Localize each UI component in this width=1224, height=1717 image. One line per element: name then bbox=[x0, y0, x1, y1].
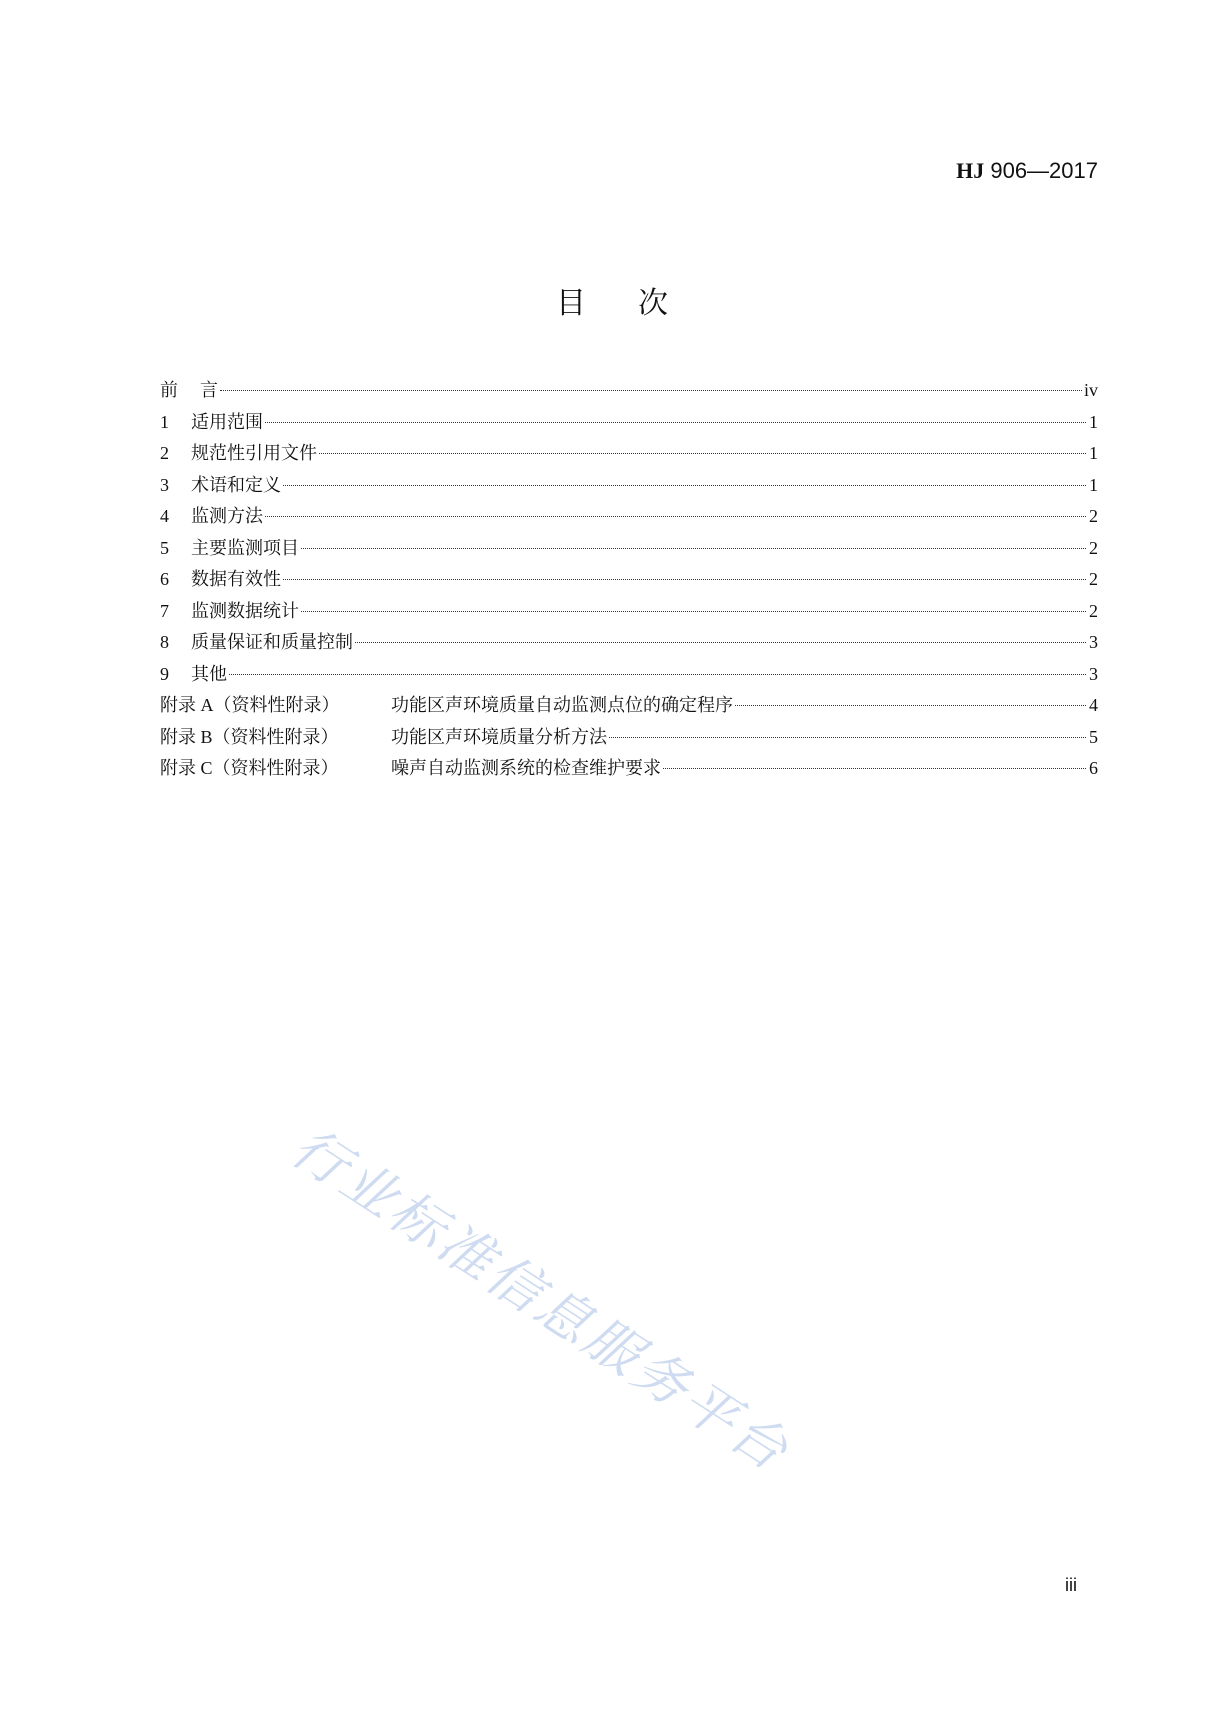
toc-entry-number: 8 bbox=[160, 632, 169, 652]
toc-entry-title: 其他 bbox=[191, 663, 227, 684]
toc-entry-section[interactable] bbox=[160, 470, 1098, 502]
toc-entry-number: 5 bbox=[160, 537, 169, 558]
standard-code-prefix: HJ bbox=[956, 158, 985, 183]
toc-entry-title: 噪声自动监测系统的检查维护要求 bbox=[391, 758, 661, 778]
toc-entry-title: 质量保证和质量控制 bbox=[191, 632, 353, 652]
standard-code bbox=[956, 158, 1098, 184]
toc-entry-appendix[interactable] bbox=[160, 690, 1098, 722]
dot-leader bbox=[301, 548, 1086, 549]
toc-entry-page: iv bbox=[1083, 380, 1098, 400]
toc-entry-page: 1 bbox=[1089, 411, 1098, 432]
toc-entry-title: 功能区声环境质量分析方法 bbox=[391, 726, 607, 747]
page-title: 目次 bbox=[556, 286, 720, 321]
toc-entry-section[interactable] bbox=[160, 596, 1098, 628]
toc-entry-title: 适用范围 bbox=[191, 411, 263, 432]
toc-entry-foreword[interactable] bbox=[160, 375, 1098, 407]
standard-code-number: 906—2017 bbox=[984, 158, 1098, 183]
toc-entry-appendix[interactable] bbox=[160, 753, 1098, 785]
appendix-label: 附录 C（资料性附录） bbox=[160, 758, 339, 778]
toc-entry-title: 监测方法 bbox=[191, 506, 263, 526]
toc-entry-number: 4 bbox=[160, 506, 169, 526]
toc-entry-page: 2 bbox=[1089, 506, 1098, 526]
toc-entry-title: 规范性引用文件 bbox=[191, 443, 317, 463]
watermark: 行业标准信息服务平台 bbox=[280, 1115, 802, 1485]
toc-entry-page: 5 bbox=[1089, 726, 1098, 747]
appendix-label: 附录 A（资料性附录） bbox=[160, 695, 340, 715]
dot-leader bbox=[301, 611, 1086, 612]
dot-leader bbox=[220, 390, 1082, 391]
toc-entry-number: 6 bbox=[160, 569, 169, 589]
page-number: iii bbox=[1065, 1575, 1077, 1595]
toc-entry-appendix[interactable] bbox=[160, 722, 1098, 754]
toc-entry-section[interactable] bbox=[160, 564, 1098, 596]
toc-entry-section[interactable] bbox=[160, 438, 1098, 470]
toc-entry-title: 前 言 bbox=[160, 380, 218, 400]
toc-entry-section[interactable] bbox=[160, 407, 1098, 439]
toc-entry-number: 7 bbox=[160, 600, 169, 621]
toc-entry-section[interactable] bbox=[160, 627, 1098, 659]
toc-entry-page: 4 bbox=[1089, 695, 1098, 715]
toc-entry-page: 3 bbox=[1089, 663, 1098, 684]
toc-entry-page: 1 bbox=[1089, 474, 1098, 495]
dot-leader bbox=[265, 516, 1086, 517]
toc-entry-number: 9 bbox=[160, 663, 169, 684]
dot-leader bbox=[355, 642, 1086, 643]
dot-leader bbox=[229, 674, 1086, 675]
toc-entry-page: 2 bbox=[1089, 537, 1098, 558]
dot-leader bbox=[319, 453, 1086, 454]
toc-entry-title: 术语和定义 bbox=[191, 474, 281, 495]
dot-leader bbox=[283, 485, 1086, 486]
appendix-label: 附录 B（资料性附录） bbox=[160, 726, 339, 747]
toc-entry-title: 监测数据统计 bbox=[191, 600, 299, 621]
toc-entry-section[interactable] bbox=[160, 501, 1098, 533]
dot-leader bbox=[265, 422, 1086, 423]
dot-leader bbox=[735, 705, 1086, 706]
toc-entry-number: 1 bbox=[160, 411, 169, 432]
toc-entry-section[interactable] bbox=[160, 659, 1098, 691]
dot-leader bbox=[663, 768, 1086, 769]
toc-entry-page: 3 bbox=[1089, 632, 1098, 652]
toc-entry-page: 1 bbox=[1089, 443, 1098, 463]
toc-entry-number: 2 bbox=[160, 443, 169, 463]
dot-leader bbox=[283, 579, 1086, 580]
toc-entry-number: 3 bbox=[160, 474, 169, 495]
dot-leader bbox=[609, 737, 1086, 738]
toc-entry-title: 功能区声环境质量自动监测点位的确定程序 bbox=[391, 695, 733, 715]
toc-entry-section[interactable] bbox=[160, 533, 1098, 565]
toc-entry-title: 主要监测项目 bbox=[191, 537, 299, 558]
table-of-contents bbox=[160, 375, 1098, 785]
toc-entry-page: 2 bbox=[1089, 569, 1098, 589]
toc-entry-page: 6 bbox=[1089, 758, 1098, 778]
toc-entry-title: 数据有效性 bbox=[191, 569, 281, 589]
toc-entry-page: 2 bbox=[1089, 600, 1098, 621]
